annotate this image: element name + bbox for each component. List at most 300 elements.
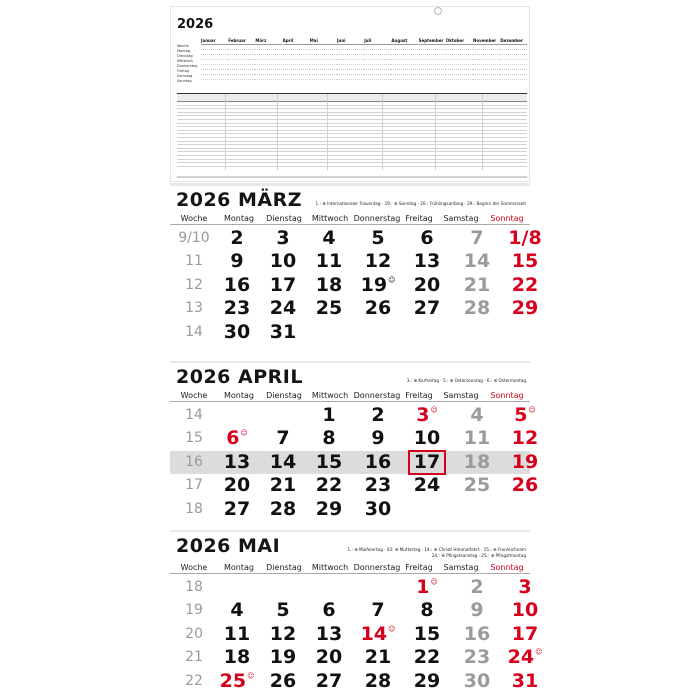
holiday-marker-icon: ☺ bbox=[388, 624, 396, 633]
day-number: 4 bbox=[230, 599, 244, 622]
mini-month bbox=[391, 38, 418, 86]
mini-row-label: Donnerstag bbox=[177, 64, 198, 68]
day-number: 23 bbox=[364, 474, 392, 497]
holiday-table-column-line bbox=[225, 94, 226, 170]
day-cell bbox=[306, 427, 352, 450]
day-number: 9 bbox=[371, 427, 385, 450]
day-cell bbox=[502, 646, 548, 669]
day-number: 21 bbox=[269, 474, 297, 497]
mini-month-name: Oktober bbox=[446, 38, 473, 45]
day-cell bbox=[502, 250, 548, 273]
day-cell bbox=[454, 227, 500, 250]
mini-month-row bbox=[310, 75, 337, 80]
day-number: 29 bbox=[511, 297, 539, 320]
mini-row-label: Freitag bbox=[177, 69, 189, 73]
day-number: 11 bbox=[463, 427, 491, 450]
day-cell bbox=[260, 670, 306, 693]
day-number: 3 bbox=[416, 404, 430, 426]
day-cell bbox=[404, 646, 450, 669]
week-row bbox=[170, 297, 539, 320]
day-cell bbox=[454, 274, 500, 297]
day-number: 20 bbox=[315, 646, 343, 669]
day-number: 12 bbox=[511, 427, 539, 450]
day-cell bbox=[454, 646, 500, 669]
day-cell bbox=[214, 227, 260, 250]
day-number: 13 bbox=[223, 450, 251, 473]
day-number: 2 bbox=[470, 576, 484, 598]
day-cell bbox=[355, 274, 401, 297]
day-cell bbox=[306, 623, 352, 646]
day-cell bbox=[355, 474, 401, 497]
day-cell bbox=[454, 623, 500, 646]
mini-month-grid bbox=[201, 38, 527, 86]
month-panel bbox=[170, 532, 543, 700]
day-cell bbox=[454, 404, 500, 427]
day-cell bbox=[214, 670, 260, 693]
weekday-label: Donnerstag bbox=[353, 214, 401, 223]
holiday-marker-icon: ☺ bbox=[535, 648, 543, 657]
mini-month-row bbox=[391, 75, 418, 80]
mini-row-label: Sonntag bbox=[177, 79, 192, 83]
holiday-note: 1.: ⊕ Internationaler Frauentag · 19.: ⊕ Sonntag · 20.: Frühlingsanfang · 29.: Beginn der Sommerzeit bbox=[315, 201, 526, 206]
week-number: 14 bbox=[185, 323, 203, 340]
weekday-label: Donnerstag bbox=[353, 563, 401, 572]
week-row bbox=[170, 404, 536, 427]
mini-weekday-labels bbox=[177, 44, 201, 84]
day-cell bbox=[404, 404, 450, 427]
day-number: 10 bbox=[269, 250, 297, 273]
day-number: 27 bbox=[413, 297, 441, 320]
weekday-label: Freitag bbox=[405, 563, 433, 572]
day-number: 24 bbox=[413, 474, 441, 497]
day-number: 14 bbox=[269, 450, 297, 473]
week-number: 20 bbox=[185, 625, 203, 642]
day-number: 18 bbox=[223, 646, 251, 669]
day-cell bbox=[355, 646, 401, 669]
day-number: 20 bbox=[223, 474, 251, 497]
day-number: 10 bbox=[413, 427, 441, 450]
weekday-header bbox=[170, 212, 530, 225]
day-number: 17 bbox=[413, 450, 441, 473]
weekday-header bbox=[170, 389, 530, 402]
holiday-table-column-line bbox=[435, 94, 436, 170]
day-number: 9 bbox=[470, 599, 484, 622]
day-number: 13 bbox=[315, 622, 343, 645]
day-cell bbox=[502, 451, 548, 474]
day-number: 1 bbox=[322, 404, 336, 426]
mini-month-row bbox=[419, 75, 446, 80]
day-number: 11 bbox=[315, 250, 343, 273]
mini-month bbox=[310, 38, 337, 86]
year-overview-sheet bbox=[170, 6, 530, 182]
holiday-table-column-line bbox=[277, 94, 278, 170]
day-cell bbox=[260, 646, 306, 669]
week-number: 22 bbox=[185, 672, 203, 689]
day-number: 2 bbox=[371, 404, 385, 426]
day-number: 15 bbox=[413, 622, 441, 645]
weekday-label: Woche bbox=[180, 563, 208, 572]
day-cell bbox=[214, 623, 260, 646]
day-number: 27 bbox=[315, 669, 343, 692]
day-number: 16 bbox=[364, 450, 392, 473]
day-number: 14 bbox=[463, 250, 491, 273]
mini-row-label: Dienstag bbox=[177, 54, 193, 58]
mini-month bbox=[337, 38, 364, 86]
day-cell bbox=[502, 404, 548, 427]
day-cell bbox=[355, 404, 401, 427]
day-cell bbox=[214, 498, 260, 521]
day-number: 3 bbox=[518, 576, 532, 598]
day-number: 8 bbox=[322, 427, 336, 450]
holiday-table-column-line bbox=[482, 94, 483, 170]
week-row bbox=[170, 427, 539, 450]
day-cell bbox=[454, 451, 500, 474]
day-cell bbox=[404, 227, 450, 250]
week-number: 14 bbox=[185, 407, 203, 423]
day-cell bbox=[454, 576, 500, 599]
day-cell bbox=[260, 498, 306, 521]
day-number: 14 bbox=[360, 622, 388, 645]
day-number: 3 bbox=[276, 227, 290, 249]
hanging-hole bbox=[434, 7, 442, 15]
day-cell bbox=[214, 427, 260, 450]
weekday-label: Sonntag bbox=[490, 391, 524, 400]
mini-month bbox=[446, 38, 473, 86]
week-number: 18 bbox=[185, 500, 203, 517]
week-number: 17 bbox=[185, 477, 203, 494]
day-number: 29 bbox=[413, 669, 441, 692]
day-number: 4 bbox=[470, 404, 484, 426]
day-cell bbox=[404, 297, 450, 320]
day-cell bbox=[214, 250, 260, 273]
month-title: 2026 APRIL bbox=[176, 366, 303, 388]
holiday-table-row bbox=[177, 163, 527, 167]
weekday-label: Montag bbox=[224, 563, 254, 572]
day-number: 18 bbox=[315, 273, 343, 296]
day-number: 26 bbox=[269, 669, 297, 692]
weekday-label: Mittwoch bbox=[311, 391, 349, 400]
holiday-marker-icon: ☺ bbox=[528, 406, 536, 414]
day-number: 15 bbox=[511, 250, 539, 273]
day-number: 22 bbox=[413, 646, 441, 669]
day-number: 6 bbox=[226, 427, 240, 450]
day-number: 7 bbox=[276, 427, 290, 450]
day-number: 28 bbox=[364, 669, 392, 692]
day-cell bbox=[214, 297, 260, 320]
day-number: 4 bbox=[322, 227, 336, 249]
day-number: 23 bbox=[223, 297, 251, 320]
weekday-label: Samstag bbox=[443, 391, 479, 400]
day-cell bbox=[306, 250, 352, 273]
day-cell bbox=[214, 474, 260, 497]
mini-month-name: Dezember bbox=[500, 38, 527, 45]
footnote-line bbox=[177, 175, 527, 178]
mini-row-label: Samstag bbox=[177, 74, 193, 78]
mini-month-name: April bbox=[283, 38, 310, 45]
mini-month-name: Juli bbox=[364, 38, 391, 45]
day-cell bbox=[260, 250, 306, 273]
mini-row-label: Montag bbox=[177, 49, 191, 53]
month-title: 2026 MAI bbox=[176, 535, 281, 557]
day-number: 25 bbox=[315, 297, 343, 320]
holiday-marker-icon: ☺ bbox=[430, 578, 438, 586]
day-number: 24 bbox=[269, 297, 297, 320]
day-cell bbox=[306, 227, 352, 250]
day-cell bbox=[454, 250, 500, 273]
day-cell bbox=[214, 274, 260, 297]
week-row bbox=[170, 646, 543, 669]
day-number: 30 bbox=[364, 497, 392, 520]
day-cell bbox=[454, 670, 500, 693]
mini-month bbox=[473, 38, 500, 86]
day-number: 20 bbox=[413, 273, 441, 296]
day-cell bbox=[404, 576, 450, 599]
day-number: 12 bbox=[269, 622, 297, 645]
day-number: 2 bbox=[230, 227, 244, 249]
day-cell bbox=[502, 599, 548, 622]
mini-row-label: Mittwoch bbox=[177, 59, 193, 63]
day-number: 5 bbox=[371, 227, 385, 249]
day-cell bbox=[260, 227, 306, 250]
mini-month-row bbox=[500, 75, 527, 80]
day-number: 25 bbox=[219, 669, 247, 692]
day-cell bbox=[404, 599, 450, 622]
weekday-label: Mittwoch bbox=[311, 563, 349, 572]
month-panel bbox=[170, 186, 542, 361]
day-number: 19 bbox=[269, 646, 297, 669]
weekday-header bbox=[170, 561, 530, 574]
mini-month-row bbox=[364, 75, 391, 80]
day-cell bbox=[306, 646, 352, 669]
day-number: 19 bbox=[360, 273, 388, 296]
mini-month bbox=[364, 38, 391, 86]
week-row bbox=[170, 227, 542, 250]
day-cell bbox=[214, 321, 260, 344]
mini-month-name: November bbox=[473, 38, 500, 45]
weekday-label: Samstag bbox=[443, 214, 479, 223]
day-number: 23 bbox=[463, 646, 491, 669]
day-cell bbox=[306, 498, 352, 521]
week-row bbox=[170, 498, 530, 521]
day-cell bbox=[404, 670, 450, 693]
holiday-table bbox=[177, 93, 527, 169]
week-number: 9/10 bbox=[178, 230, 210, 246]
day-cell bbox=[355, 623, 401, 646]
mini-month-name: März bbox=[255, 38, 282, 45]
weekday-label: Dienstag bbox=[266, 214, 302, 223]
week-number: 21 bbox=[185, 649, 203, 666]
day-cell bbox=[502, 670, 548, 693]
day-cell bbox=[355, 297, 401, 320]
mini-month-row bbox=[337, 75, 364, 80]
mini-month-name: September bbox=[419, 38, 446, 45]
day-cell bbox=[306, 599, 352, 622]
holiday-note: 1.: ⊕ Maifeiertag · 03: ⊕ Muttertag · 14.: ⊕ Christi Himmelfahrt · 15.: ⊕ Fronleichnam bbox=[347, 547, 526, 552]
day-number: 24 bbox=[507, 646, 535, 669]
year-title: 2026 bbox=[177, 17, 214, 32]
day-cell bbox=[306, 474, 352, 497]
day-number: 30 bbox=[223, 320, 251, 343]
week-row bbox=[170, 321, 530, 344]
day-cell bbox=[454, 599, 500, 622]
weekday-label: Woche bbox=[180, 214, 208, 223]
week-number: 12 bbox=[185, 276, 203, 293]
day-cell bbox=[355, 451, 401, 474]
day-cell bbox=[355, 599, 401, 622]
day-cell bbox=[260, 599, 306, 622]
mini-month-row bbox=[201, 75, 228, 80]
day-cell bbox=[306, 670, 352, 693]
day-number: 17 bbox=[511, 622, 539, 645]
mini-month-row bbox=[255, 75, 282, 80]
weekday-label: Sonntag bbox=[490, 563, 524, 572]
day-number: 10 bbox=[511, 599, 539, 622]
mini-month bbox=[419, 38, 446, 86]
day-number: 7 bbox=[470, 227, 484, 249]
holiday-marker-icon: ☺ bbox=[430, 406, 438, 414]
day-number: 6 bbox=[420, 227, 434, 249]
day-cell bbox=[404, 474, 450, 497]
week-row bbox=[170, 599, 539, 622]
weekday-label: Dienstag bbox=[266, 391, 302, 400]
day-number: 7 bbox=[371, 599, 385, 622]
day-cell bbox=[260, 474, 306, 497]
day-number: 1/8 bbox=[508, 227, 542, 249]
day-cell bbox=[355, 670, 401, 693]
mini-month bbox=[201, 38, 228, 86]
day-number: 28 bbox=[269, 497, 297, 520]
day-number: 16 bbox=[463, 622, 491, 645]
day-cell bbox=[260, 451, 306, 474]
day-number: 12 bbox=[364, 250, 392, 273]
day-number: 22 bbox=[315, 474, 343, 497]
day-cell bbox=[306, 297, 352, 320]
day-cell bbox=[355, 427, 401, 450]
day-cell bbox=[355, 250, 401, 273]
day-cell bbox=[404, 623, 450, 646]
weekday-label: Sonntag bbox=[490, 214, 524, 223]
day-number: 21 bbox=[364, 646, 392, 669]
day-cell bbox=[260, 427, 306, 450]
day-number: 26 bbox=[364, 297, 392, 320]
day-cell bbox=[404, 427, 450, 450]
weekday-label: Freitag bbox=[405, 214, 433, 223]
day-cell bbox=[306, 404, 352, 427]
week-number: 18 bbox=[185, 579, 203, 595]
holiday-table-column-line bbox=[382, 94, 383, 170]
mini-row-label: Woche bbox=[177, 44, 189, 48]
day-cell bbox=[260, 623, 306, 646]
holiday-marker-icon: ☺ bbox=[240, 429, 248, 438]
month-title: 2026 MÄRZ bbox=[176, 189, 303, 211]
holiday-table-header bbox=[177, 94, 527, 102]
week-number: 15 bbox=[185, 430, 203, 447]
day-number: 30 bbox=[463, 669, 491, 692]
mini-month-name: Januar bbox=[201, 38, 228, 45]
day-number: 11 bbox=[223, 622, 251, 645]
mini-month-row bbox=[446, 75, 473, 80]
mini-month-row bbox=[283, 75, 310, 80]
day-cell bbox=[260, 297, 306, 320]
week-row bbox=[170, 622, 539, 646]
mini-month bbox=[228, 38, 255, 86]
day-cell bbox=[502, 474, 548, 497]
month-panel bbox=[170, 363, 539, 530]
week-number: 16 bbox=[185, 453, 203, 470]
day-number: 29 bbox=[315, 497, 343, 520]
week-row bbox=[170, 669, 539, 693]
day-cell bbox=[502, 227, 548, 250]
day-cell bbox=[502, 297, 548, 320]
day-number: 21 bbox=[463, 273, 491, 296]
day-number: 15 bbox=[315, 450, 343, 473]
week-row bbox=[170, 474, 539, 497]
week-row bbox=[170, 273, 539, 297]
day-cell bbox=[454, 427, 500, 450]
mini-month-name: Februar bbox=[228, 38, 255, 45]
weekday-label: Montag bbox=[224, 214, 254, 223]
day-number: 1 bbox=[416, 576, 430, 598]
day-cell bbox=[502, 576, 548, 599]
day-number: 28 bbox=[463, 297, 491, 320]
day-cell bbox=[306, 274, 352, 297]
weekday-label: Samstag bbox=[443, 563, 479, 572]
day-cell bbox=[260, 274, 306, 297]
day-number: 31 bbox=[269, 320, 297, 343]
mini-month-row bbox=[473, 75, 500, 80]
week-row bbox=[170, 250, 539, 273]
mini-month-name: August bbox=[391, 38, 418, 45]
day-cell bbox=[214, 646, 260, 669]
day-number: 5 bbox=[276, 599, 290, 622]
day-number: 16 bbox=[223, 273, 251, 296]
day-cell bbox=[355, 227, 401, 250]
day-number: 27 bbox=[223, 497, 251, 520]
holiday-marker-icon: ☺ bbox=[247, 671, 255, 680]
holiday-table-column-line bbox=[327, 94, 328, 170]
day-number: 6 bbox=[322, 599, 336, 622]
holiday-note: 3.: ⊕ Karfreitag · 5.: ⊕ Ostersonntag · 6.: ⊕ Ostermontag bbox=[406, 378, 526, 383]
day-cell bbox=[404, 274, 450, 297]
day-number: 9 bbox=[230, 250, 244, 273]
day-cell bbox=[502, 427, 548, 450]
week-number: 13 bbox=[185, 300, 203, 317]
day-cell bbox=[260, 321, 306, 344]
week-number: 19 bbox=[185, 602, 203, 619]
weekday-label: Mittwoch bbox=[311, 214, 349, 223]
mini-month bbox=[255, 38, 282, 86]
week-row bbox=[170, 576, 530, 599]
mini-month bbox=[283, 38, 310, 86]
day-number: 31 bbox=[511, 669, 539, 692]
current-day-marker[interactable] bbox=[408, 450, 446, 475]
day-number: 19 bbox=[511, 450, 539, 473]
mini-month-name: Juni bbox=[337, 38, 364, 45]
mini-month bbox=[500, 38, 527, 86]
holiday-marker-icon: ☺ bbox=[388, 275, 396, 284]
day-number: 25 bbox=[463, 474, 491, 497]
day-number: 26 bbox=[511, 474, 539, 497]
mini-month-name: Mai bbox=[310, 38, 337, 45]
day-cell bbox=[404, 250, 450, 273]
weekday-label: Freitag bbox=[405, 391, 433, 400]
day-number: 17 bbox=[269, 273, 297, 296]
day-cell bbox=[355, 498, 401, 521]
week-number: 11 bbox=[185, 253, 203, 270]
mini-month-row bbox=[228, 75, 255, 80]
day-cell bbox=[454, 474, 500, 497]
day-number: 13 bbox=[413, 250, 441, 273]
